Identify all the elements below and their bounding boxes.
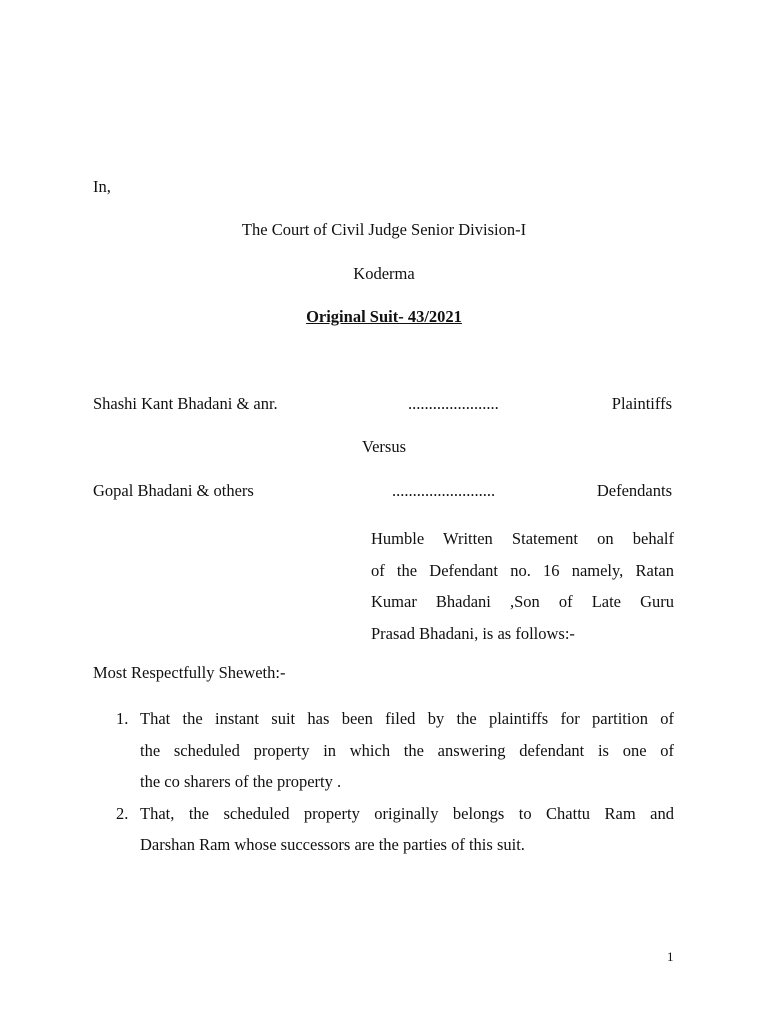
paragraph-number: 2. bbox=[116, 803, 129, 823]
paragraph-number: 1. bbox=[116, 709, 129, 728]
statement-line: Humble Written Statement on behalf bbox=[371, 529, 674, 548]
list-item bbox=[93, 798, 674, 861]
paragraph-line: the scheduled property in which the answering defendant is one of bbox=[140, 740, 674, 760]
salutation: In, bbox=[93, 177, 111, 196]
page-number: 1 bbox=[667, 949, 674, 964]
paragraph-line: the co sharers of the property . bbox=[140, 772, 342, 791]
opening-phrase: Most Respectfully Sheweth:- bbox=[93, 663, 286, 682]
location: Koderma bbox=[353, 264, 415, 283]
statement-line: of the Defendant no. 16 namely, Ratan bbox=[371, 560, 674, 580]
plaintiff-role: Plaintiffs bbox=[611, 394, 672, 413]
court-line: The Court of Civil Judge Senior Division-I bbox=[241, 220, 527, 239]
paragraph-line: That, the scheduled property originally belongs to Chattu Ram and bbox=[140, 803, 674, 823]
defendant-dots: ......................... bbox=[392, 481, 496, 500]
statement-line: Prasad Bhadani, is as follows:- bbox=[371, 623, 575, 643]
written-statement-block bbox=[371, 523, 674, 649]
defendant-name: Gopal Bhadani & others bbox=[93, 481, 254, 500]
paragraph-line: That the instant suit has been filed by the plaintiffs for partition of bbox=[140, 709, 674, 728]
versus-label: Versus bbox=[362, 437, 406, 456]
plaintiff-dots: ...................... bbox=[408, 394, 499, 413]
case-title: Original Suit- 43/2021 bbox=[306, 307, 462, 326]
paragraph-list bbox=[93, 703, 674, 861]
plaintiff-name: Shashi Kant Bhadani & anr. bbox=[93, 394, 278, 413]
list-item bbox=[93, 703, 674, 798]
statement-line: Kumar Bhadani ,Son of Late Guru bbox=[371, 592, 674, 611]
defendant-role: Defendants bbox=[596, 481, 672, 500]
paragraph-line: Darshan Ram whose successors are the parties of this suit. bbox=[140, 835, 525, 854]
